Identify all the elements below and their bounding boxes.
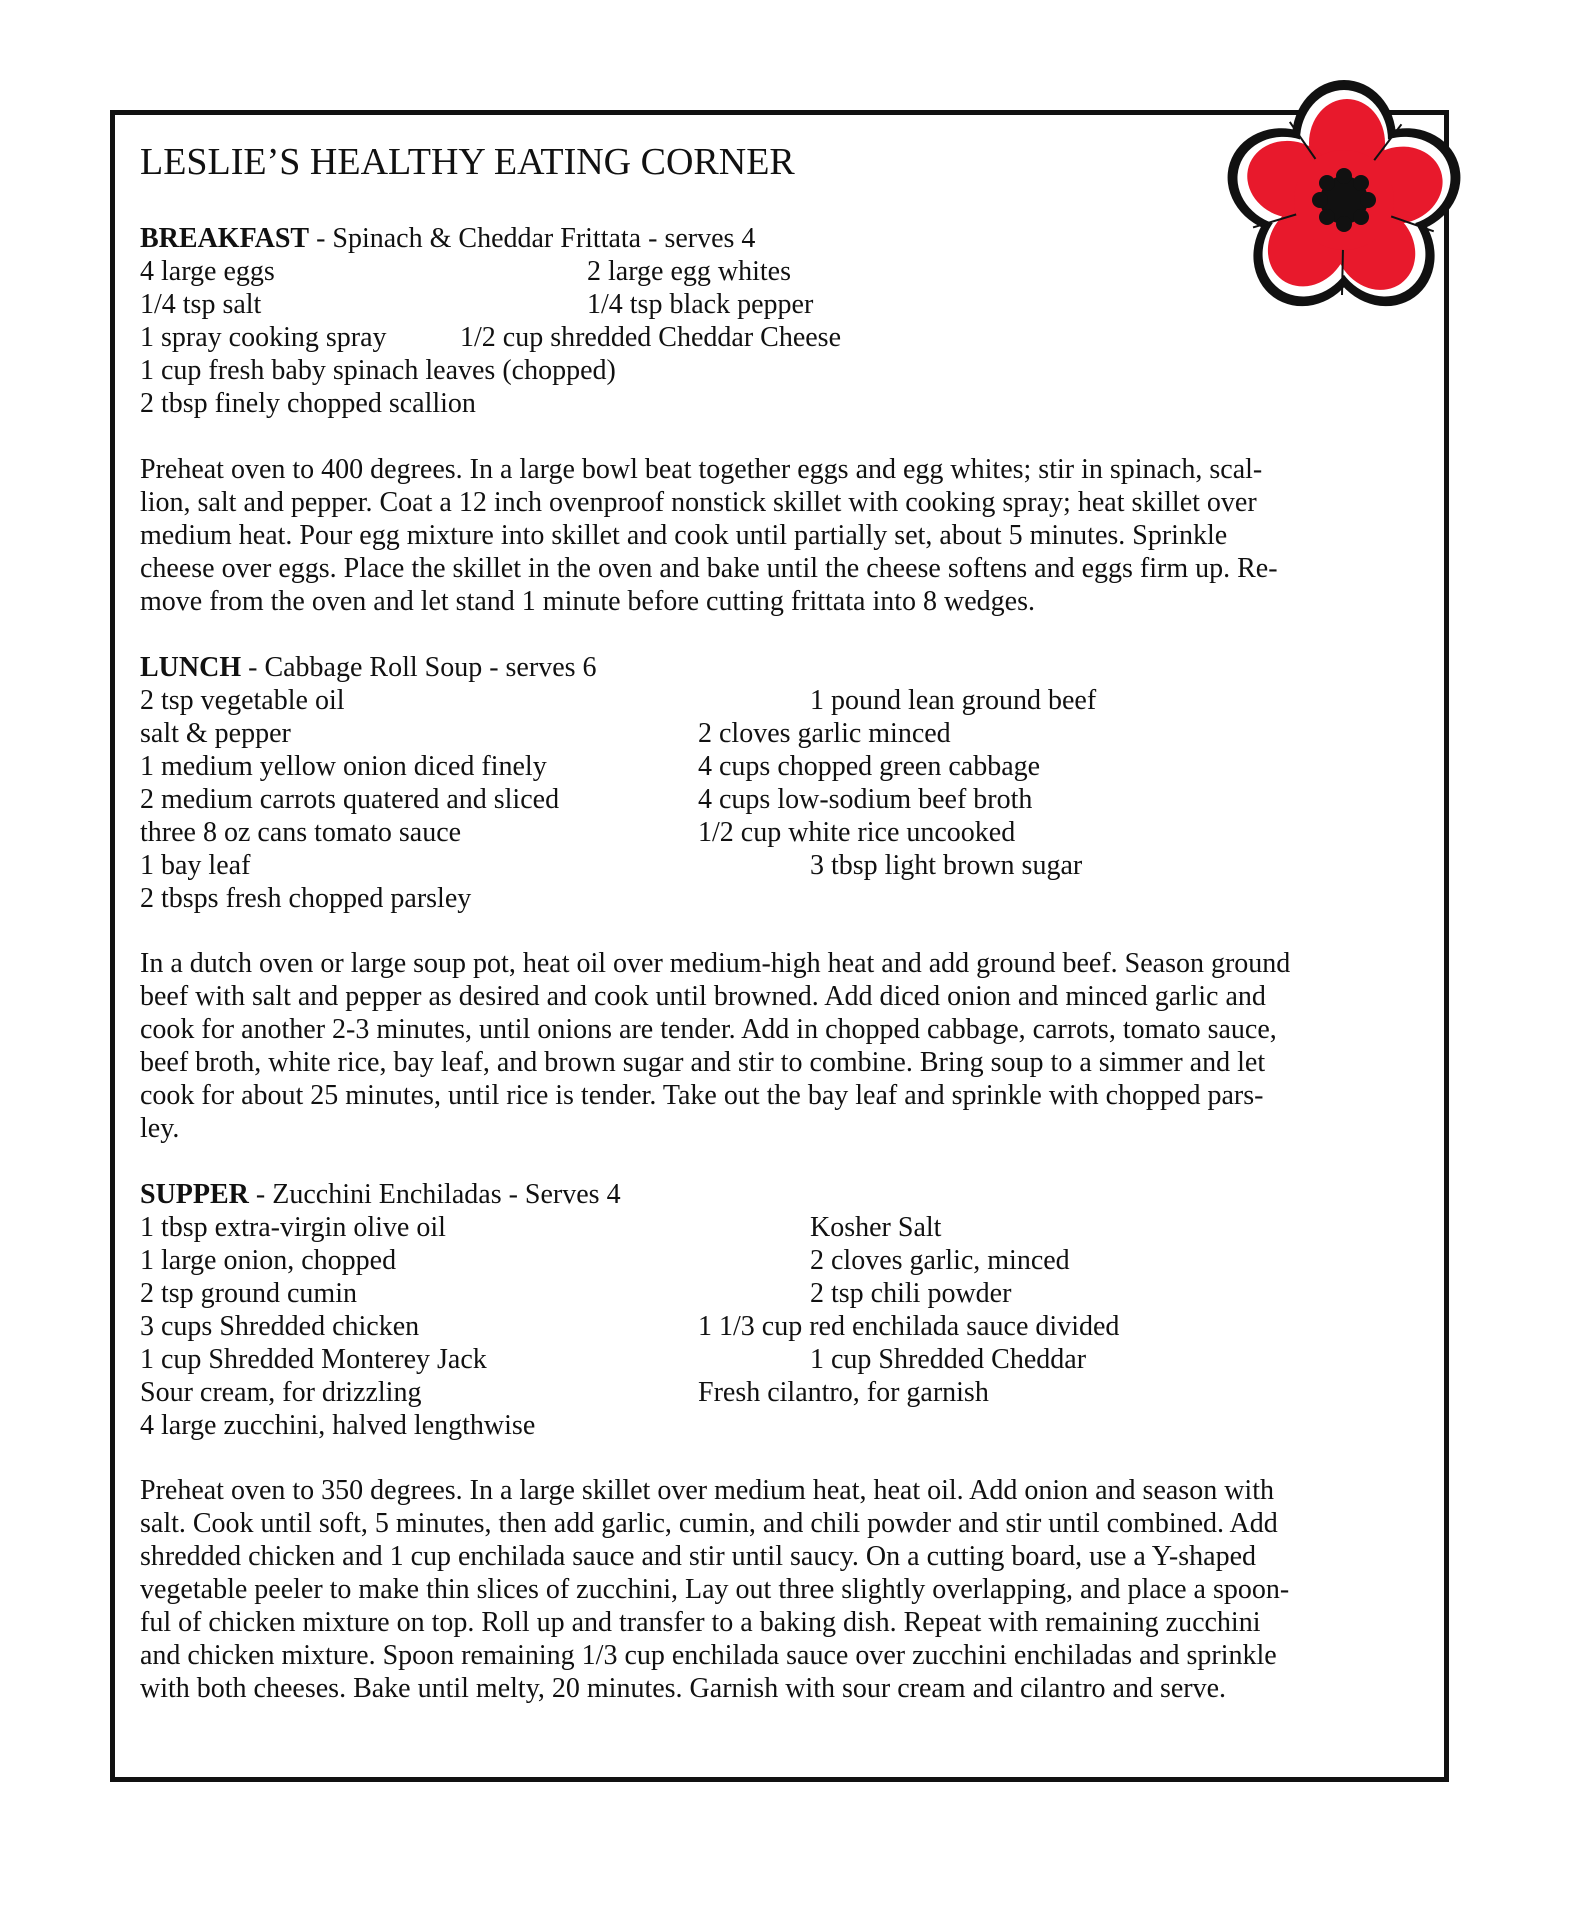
ingredient: 1 spray cooking spray (140, 322, 387, 353)
ingredient: 1/4 tsp salt (140, 289, 262, 320)
ingredient: Kosher Salt (810, 1212, 942, 1243)
ingredient: 4 large zucchini, halved lengthwise (140, 1410, 536, 1441)
ingredient: 2 cloves garlic minced (698, 718, 951, 749)
directions-line: lion, salt and pepper. Coat a 12 inch ovenproof nonstick skillet with cooking spray; heat skillet over (140, 487, 1257, 518)
directions-line: medium heat. Pour egg mixture into skillet and cook until partially set, about 5 minutes. Sprinkle (140, 520, 1228, 551)
poppy-flower-icon (1222, 78, 1467, 323)
directions-line: In a dutch oven or large soup pot, heat oil over medium-high heat and add ground beef. Season ground (140, 948, 1291, 979)
ingredient: 1 pound lean ground beef (810, 685, 1097, 716)
ingredient: 3 cups Shredded chicken (140, 1311, 420, 1342)
directions-line: move from the oven and let stand 1 minute before cutting frittata into 8 wedges. (140, 586, 1035, 617)
lunch-recipe-name: - Cabbage Roll Soup - serves 6 (241, 652, 597, 683)
ingredient: 2 tsp ground cumin (140, 1278, 357, 1309)
ingredient: 1 cup fresh baby spinach leaves (chopped) (140, 355, 616, 386)
ingredient: Fresh cilantro, for garnish (698, 1377, 989, 1408)
directions-line: shredded chicken and 1 cup enchilada sauce and stir until saucy. On a cutting board, use a Y-shaped (140, 1541, 1256, 1572)
ingredient: 2 tsp vegetable oil (140, 685, 345, 716)
supper-heading (140, 1178, 621, 1211)
ingredient: 1 bay leaf (140, 850, 251, 881)
ingredient: 2 medium carrots quatered and sliced (140, 784, 560, 815)
ingredient: 2 large egg whites (587, 256, 791, 287)
ingredient: 1/4 tsp black pepper (587, 289, 814, 320)
supper-directions (140, 1474, 1405, 1705)
ingredient: 2 cloves garlic, minced (810, 1245, 1070, 1276)
lunch-heading (140, 651, 597, 684)
directions-line: with both cheeses. Bake until melty, 20 minutes. Garnish with sour cream and cilantro and serve. (140, 1673, 1227, 1704)
breakfast-heading (140, 222, 755, 255)
directions-line: cook for about 25 minutes, until rice is tender. Take out the bay leaf and sprinkle with chopped pars- (140, 1080, 1264, 1111)
supper-label: SUPPER (140, 1179, 249, 1210)
directions-line: vegetable peeler to make thin slices of zucchini, Lay out three slightly overlapping, and place a spoon- (140, 1574, 1290, 1605)
directions-line: Preheat oven to 350 degrees. In a large skillet over medium heat, heat oil. Add onion and season with (140, 1475, 1274, 1506)
ingredient: salt & pepper (140, 718, 291, 749)
directions-line: cook for another 2-3 minutes, until onions are tender. Add in chopped cabbage, carrots, tomato sauce, (140, 1014, 1277, 1045)
ingredient: 4 cups chopped green cabbage (698, 751, 1041, 782)
ingredient: 4 large eggs (140, 256, 275, 287)
ingredient: 1 medium yellow onion diced finely (140, 751, 547, 782)
lunch-label: LUNCH (140, 652, 242, 683)
ingredient: 1 cup Shredded Cheddar (810, 1344, 1087, 1375)
ingredient: 1/2 cup shredded Cheddar Cheese (460, 322, 841, 353)
breakfast-recipe-name: - Spinach & Cheddar Frittata - serves 4 (309, 223, 756, 254)
ingredient: 1 tbsp extra-virgin olive oil (140, 1212, 446, 1243)
ingredient: 1/2 cup white rice uncooked (698, 817, 1016, 848)
ingredient: 1 1/3 cup red enchilada sauce divided (698, 1311, 1120, 1342)
page-title: LESLIE’S HEALTHY EATING CORNER (140, 141, 795, 183)
ingredient: 1 large onion, chopped (140, 1245, 397, 1276)
ingredient: Sour cream, for drizzling (140, 1377, 422, 1408)
ingredient: 2 tbsps fresh chopped parsley (140, 883, 472, 914)
ingredient: 1 cup Shredded Monterey Jack (140, 1344, 487, 1375)
directions-line: ful of chicken mixture on top. Roll up and transfer to a baking dish. Repeat with remaining zucchini (140, 1607, 1261, 1638)
lunch-directions (140, 947, 1405, 1145)
directions-line: ley. (140, 1113, 180, 1144)
ingredient: 3 tbsp light brown sugar (810, 850, 1083, 881)
breakfast-label: BREAKFAST (140, 223, 310, 254)
ingredient: 2 tbsp finely chopped scallion (140, 388, 476, 419)
ingredient: 2 tsp chili powder (810, 1278, 1012, 1309)
breakfast-directions (140, 453, 1405, 618)
directions-line: beef broth, white rice, bay leaf, and brown sugar and stir to combine. Bring soup to a simmer and let (140, 1047, 1266, 1078)
directions-line: cheese over eggs. Place the skillet in the oven and bake until the cheese softens and eggs firm up. Re- (140, 553, 1278, 584)
supper-recipe-name: - Zucchini Enchiladas - Serves 4 (248, 1179, 621, 1210)
directions-line: Preheat oven to 400 degrees. In a large bowl beat together eggs and egg whites; stir in spinach, scal- (140, 454, 1263, 485)
ingredient: three 8 oz cans tomato sauce (140, 817, 462, 848)
directions-line: salt. Cook until soft, 5 minutes, then add garlic, cumin, and chili powder and stir until combined. Add (140, 1508, 1278, 1539)
directions-line: beef with salt and pepper as desired and cook until browned. Add diced onion and minced garlic and (140, 981, 1266, 1012)
directions-line: and chicken mixture. Spoon remaining 1/3 cup enchilada sauce over zucchini enchiladas and sprinkle (140, 1640, 1277, 1671)
ingredient: 4 cups low-sodium beef broth (698, 784, 1033, 815)
